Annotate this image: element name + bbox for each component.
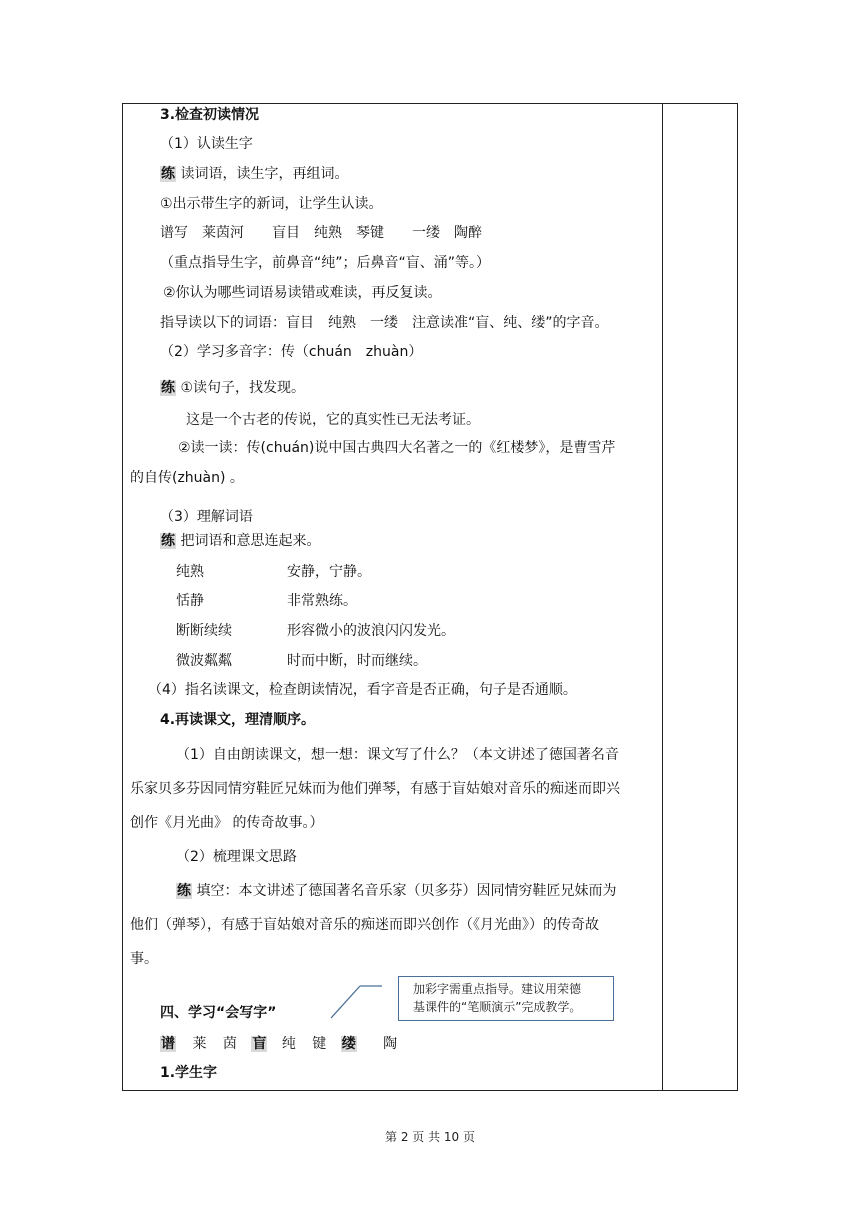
learn-title: 1.学生字	[160, 1065, 218, 1081]
match-meaning: 安静，宁静。	[287, 564, 371, 580]
practice-label: 练	[161, 166, 175, 182]
practice-label: 练	[161, 533, 175, 549]
fill-line-b: 他们（弹琴），有感于盲姑娘对音乐的痴迷而即兴创作（《月光曲》）的传奇故	[130, 917, 599, 933]
match-meaning: 非常熟练。	[287, 593, 357, 609]
subsection-3: （3）理解词语	[160, 509, 253, 525]
practice-task-3: 把词语和意思连起来。	[180, 533, 321, 549]
char-highlighted: 盲	[252, 1036, 267, 1052]
char-highlighted: 缕	[341, 1036, 356, 1052]
read-line-b: 的自传(zhuàn) 。	[130, 470, 244, 486]
practice-task-2: ①读句子，找发现。	[180, 380, 306, 396]
callout-line-1: 加彩字需重点指导。建议用荣德	[413, 982, 582, 996]
match-word: 断断续续	[176, 623, 232, 639]
word-list: 谱写 莱茵河 盲目 纯熟 琴键 一缕 陶醉	[160, 225, 482, 241]
note-line: （重点指导生字，前鼻音“纯”；后鼻音“盲、涌”等。）	[160, 255, 491, 271]
char: 键	[312, 1036, 327, 1052]
teaching-tip-callout	[398, 976, 614, 1021]
subsection-2: （2）学习多音字：传（chuán zhuàn）	[160, 344, 423, 360]
para2-title: （2）梳理课文思路	[176, 849, 297, 865]
char-highlighted: 谱	[161, 1036, 175, 1052]
section4-title: 4.再读课文，理清顺序。	[160, 712, 316, 728]
read-line-a: ②读一读：传(chuán)说中国古典四大名著之一的《红楼梦》，是曹雪芹	[178, 440, 616, 456]
char: 纯	[281, 1036, 296, 1052]
para1-line-b: 乐家贝多芬因同情穷鞋匠兄妹而为他们弹琴，有感于盲姑娘对音乐的痴迷而即兴	[130, 781, 620, 797]
match-word: 微波粼粼	[176, 653, 232, 669]
step-b: ②你认为哪些词语易读错或难读，再反复读。	[163, 285, 442, 301]
para1-line-a: （1）自由朗读课文，想一想：课文写了什么？（本文讲述了德国著名音	[176, 747, 619, 763]
char: 陶	[383, 1036, 398, 1052]
part4-title: 四、学习“会写字”	[160, 1005, 277, 1021]
fill-line-c: 事。	[130, 951, 158, 967]
practice-label: 练	[161, 380, 175, 396]
match-word: 恬静	[176, 593, 204, 609]
subsection-4: （4）指名读课文，检查朗读情况，看字音是否正确，句子是否通顺。	[148, 682, 577, 698]
fill-text-a: 填空：本文讲述了德国著名音乐家（贝多芬）因同情穷鞋匠兄妹而为	[196, 883, 617, 899]
match-meaning: 时而中断，时而继续。	[287, 653, 427, 669]
practice-label: 练	[177, 883, 191, 899]
page-footer: 第 2 页 共 10 页	[385, 1130, 475, 1144]
example-sentence: 这是一个古老的传说，它的真实性已无法考证。	[186, 412, 480, 428]
char-list	[160, 1035, 397, 1053]
char: 茵	[222, 1036, 237, 1052]
step-a: ①出示带生字的新词，让学生认读。	[160, 196, 383, 212]
match-meaning: 形容微小的波浪闪闪发光。	[287, 623, 455, 639]
subsection-1: （1）认读生字	[160, 136, 253, 152]
para1-line-c: 创作《月光曲》 的传奇故事。）	[130, 815, 324, 831]
practice-task-1: 读词语，读生字，再组词。	[180, 166, 349, 182]
step-c: 指导读以下的词语：盲目 纯熟 一缕 注意读准“盲、纯、缕”的字音。	[160, 315, 609, 331]
char: 莱	[192, 1036, 207, 1052]
section3-title: 3.检查初读情况	[160, 107, 260, 123]
callout-line-2: 基课件的“笔顺演示”完成教学。	[413, 1000, 582, 1014]
match-word: 纯熟	[176, 564, 204, 580]
